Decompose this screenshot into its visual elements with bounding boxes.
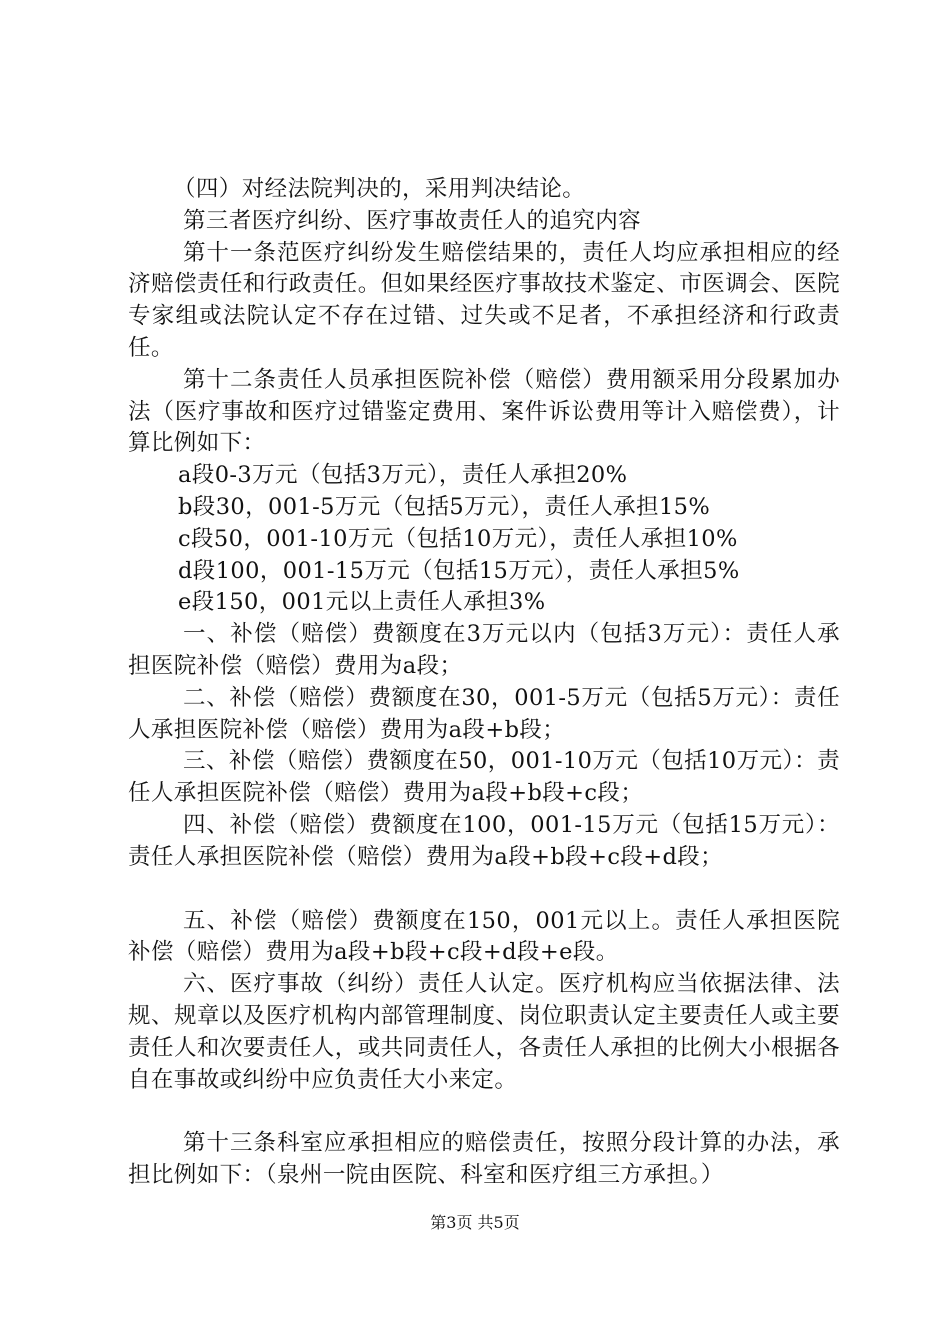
tier-d-item: d段100，001-15万元（包括15万元），责任人承担5% bbox=[178, 557, 740, 584]
section-heading-liability: 第三者医疗纠纷、医疗事故责任人的追究内容 bbox=[183, 207, 642, 234]
clause-six-paragraph: 六、医疗事故（纠纷）责任人认定。医疗机构应当依据法律、法规、规章以及医疗机构内部管理制度、岗位职责认定主要责任人或主要责任人和次要责任人，或共同责任人，各责任人承担的比例大小根据各自在事故或纠纷中应负责任大小来定。 bbox=[128, 971, 840, 1093]
tier-a-item: a段0-3万元（包括3万元），责任人承担20% bbox=[178, 462, 628, 489]
article-11-paragraph: 第十一条范医疗纠纷发生赔偿结果的，责任人均应承担相应的经济赔偿责任和行政责任。但如果经医疗事故技术鉴定、市医调会、医院专家组或法院认定不存在过错、过失或不足者，不承担经济和行政责任。 bbox=[128, 239, 840, 361]
document-body bbox=[128, 174, 840, 1192]
paragraph-spacer bbox=[128, 874, 840, 906]
tier-e-item: e段150，001元以上责任人承担3% bbox=[178, 589, 546, 616]
clause-one-paragraph: 一、补偿（赔偿）费额度在3万元以内（包括3万元）：责任人承担医院补偿（赔偿）费用为a段； bbox=[128, 621, 840, 679]
clause-three-paragraph: 三、补偿（赔偿）费额度在50，001-10万元（包括10万元）：责任人承担医院补偿（赔偿）费用为a段+b段+c段； bbox=[128, 748, 840, 807]
tier-c-item: c段50，001-10万元（包括10万元），责任人承担10% bbox=[178, 525, 738, 552]
clause-two-paragraph: 二、补偿（赔偿）费额度在30，001-5万元（包括5万元）：责任人承担医院补偿（赔偿）费用为a段+b段； bbox=[128, 684, 840, 743]
clause-four-paragraph: 四、补偿（赔偿）费额度在100，001-15万元（包括15万元）：责任人承担医院补偿（赔偿）费用为a段+b段+c段+d段； bbox=[128, 811, 840, 870]
paragraph-court-judgment: （四）对经法院判决的，采用判决结论。 bbox=[173, 176, 586, 202]
article-12-paragraph: 第十二条责任人员承担医院补偿（赔偿）费用额采用分段累加办法（医疗事故和医疗过错鉴定费用、案件诉讼费用等计入赔偿费），计算比例如下： bbox=[128, 366, 840, 457]
tier-b-item: b段30，001-5万元（包括5万元），责任人承担15% bbox=[178, 493, 711, 520]
article-13-paragraph: 第十三条科室应承担相应的赔偿责任，按照分段计算的办法，承担比例如下：（泉州一院由医院、科室和医疗组三方承担。） bbox=[128, 1130, 840, 1189]
page-number-footer: 第3页 共5页 bbox=[430, 1213, 520, 1232]
paragraph-spacer bbox=[128, 1096, 840, 1128]
clause-five-paragraph: 五、补偿（赔偿）费额度在150，001元以上。责任人承担医院补偿（赔偿）费用为a段+b段+c段+d段+e段。 bbox=[128, 907, 840, 966]
